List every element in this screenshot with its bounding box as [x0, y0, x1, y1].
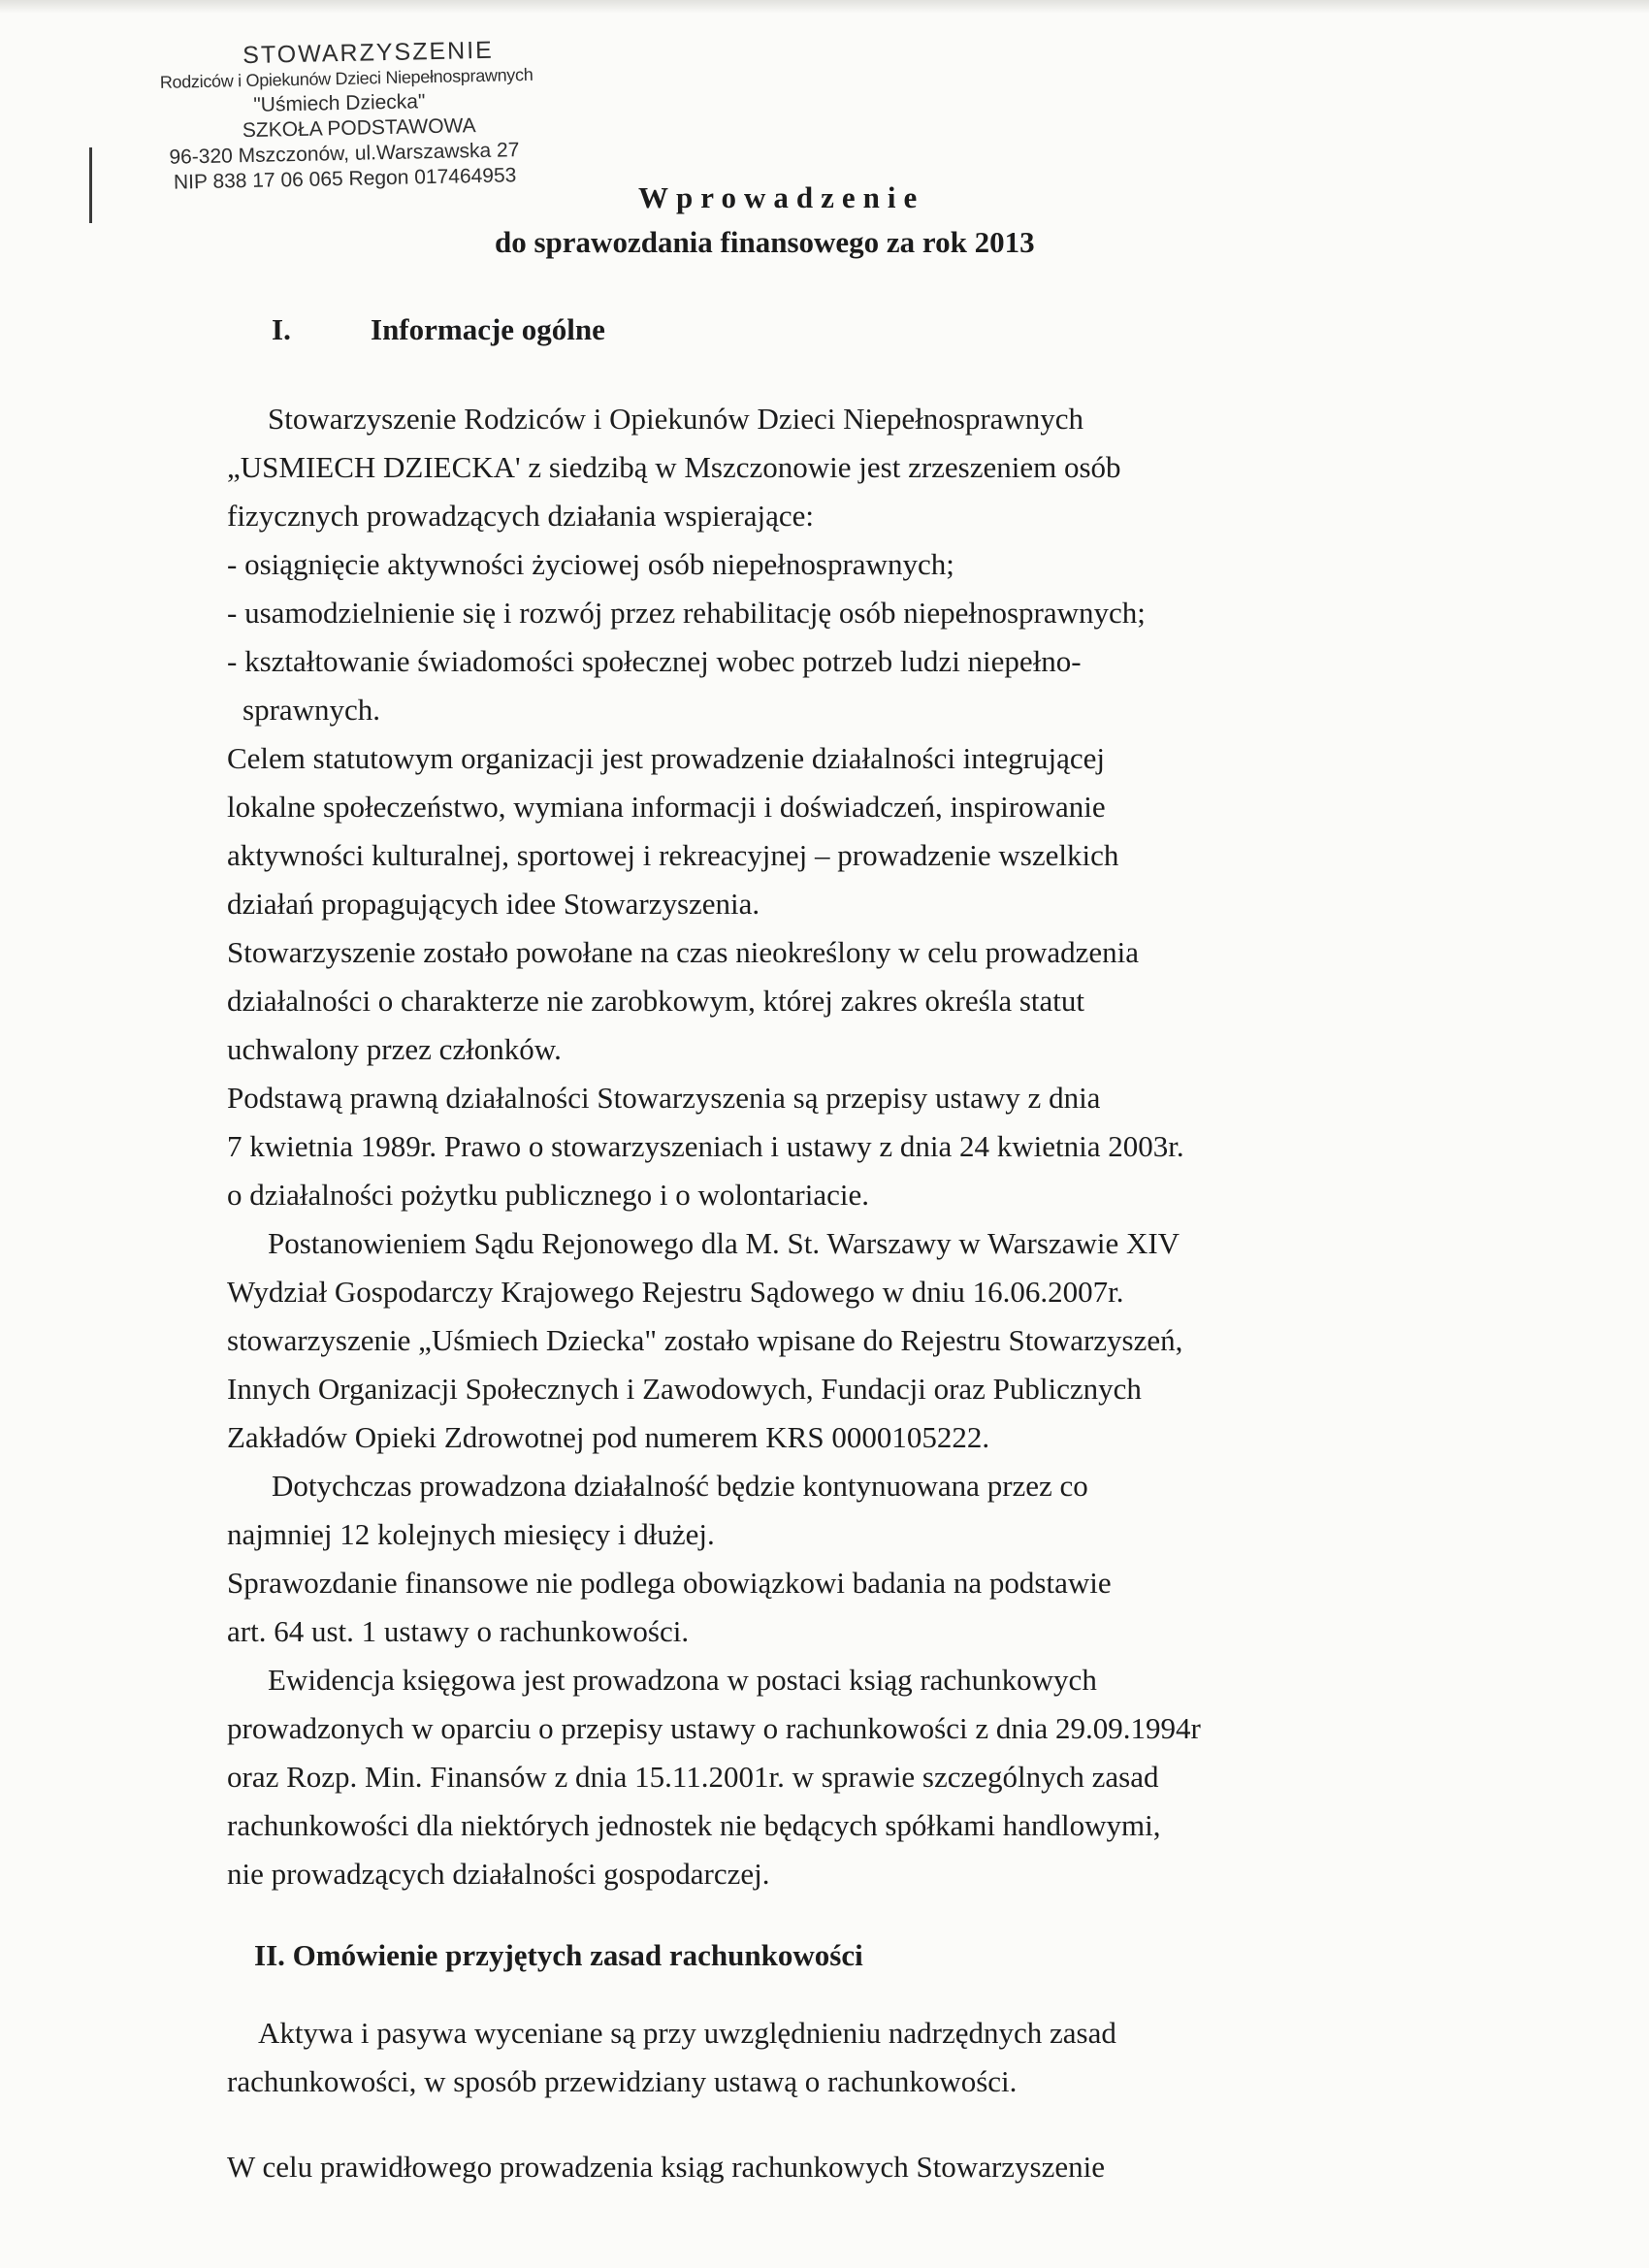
document-subtitle: do sprawozdania finansowego za rok 2013: [495, 225, 1035, 259]
section-1-title: Informacje ogólne: [371, 312, 605, 346]
stamp-line-3: "Uśmiech Dziecka": [253, 90, 426, 116]
stamp-line-6: NIP 838 17 06 065 Regon 017464953: [173, 164, 517, 194]
paragraph-line: Sprawozdanie finansowe nie podlega obowiązkowi badania na podstawie: [227, 1566, 1112, 1600]
paragraph-line: oraz Rozp. Min. Finansów z dnia 15.11.2001r. w sprawie szczególnych zasad: [227, 1760, 1159, 1794]
paragraph-line: Innych Organizacji Społecznych i Zawodowych, Fundacji oraz Publicznych: [227, 1372, 1142, 1406]
paragraph-line: rachunkowości, w sposób przewidziany ustawą o rachunkowości.: [227, 2064, 1018, 2098]
paragraph-line: fizycznych prowadzących działania wspierające:: [227, 499, 815, 533]
paragraph-line: „USMIECH DZIECKA' z siedzibą w Mszczonowie jest zrzeszeniem osób: [227, 450, 1121, 484]
paragraph-line: art. 64 ust. 1 ustawy o rachunkowości.: [227, 1614, 690, 1648]
section-1-heading: [272, 312, 605, 347]
paragraph-line: prowadzonych w oparciu o przepisy ustawy o rachunkowości z dnia 29.09.1994r: [227, 1711, 1201, 1745]
paragraph-line: o działalności pożytku publicznego i o wolontariacie.: [227, 1178, 869, 1212]
paragraph-line: sprawnych.: [242, 693, 381, 727]
stamp-line-2: Rodziców i Opiekunów Dzieci Niepełnosprawnych: [159, 64, 534, 92]
paragraph-line: Wydział Gospodarczy Krajowego Rejestru Sądowego w dniu 16.06.2007r.: [227, 1275, 1124, 1309]
paragraph-line: uchwalony przez członków.: [227, 1032, 562, 1066]
organization-stamp: [155, 35, 604, 196]
scan-edge-shadow: [0, 0, 1649, 14]
paragraph-line: Stowarzyszenie zostało powołane na czas nieokreślony w celu prowadzenia: [227, 935, 1139, 969]
paragraph-line: - osiągnięcie aktywności życiowej osób niepełnosprawnych;: [227, 547, 954, 581]
stamp-line-4: SZKOŁA PODSTAWOWA: [242, 114, 476, 143]
stamp-line-5: 96-320 Mszczonów, ul.Warszawska 27: [169, 139, 520, 169]
margin-mark: [89, 147, 92, 223]
paragraph-line: działań propagujących idee Stowarzyszenia.: [227, 887, 760, 921]
paragraph-line: - usamodzielnienie się i rozwój przez rehabilitację osób niepełnosprawnych;: [227, 596, 1146, 630]
paragraph-line: Celem statutowym organizacji jest prowadzenie działalności integrującej: [227, 741, 1105, 775]
paragraph-line: Aktywa i pasywa wyceniane są przy uwzględnieniu nadrzędnych zasad: [258, 2016, 1116, 2050]
document-title: Wprowadzenie: [638, 180, 925, 214]
paragraph-line: Stowarzyszenie Rodziców i Opiekunów Dzieci Niepełnosprawnych: [268, 402, 1084, 436]
paragraph-line: Podstawą prawną działalności Stowarzyszenia są przepisy ustawy z dnia: [227, 1081, 1101, 1115]
paragraph-line: 7 kwietnia 1989r. Prawo o stowarzyszeniach i ustawy z dnia 24 kwietnia 2003r.: [227, 1129, 1184, 1163]
paragraph-line: - kształtowanie świadomości społecznej wobec potrzeb ludzi niepełno-: [227, 644, 1082, 678]
paragraph-line: W celu prawidłowego prowadzenia ksiąg rachunkowych Stowarzyszenie: [227, 2150, 1105, 2184]
paragraph-line: Dotychczas prowadzona działalność będzie kontynuowana przez co: [272, 1469, 1088, 1503]
paragraph-line: Ewidencja księgowa jest prowadzona w postaci ksiąg rachunkowych: [268, 1663, 1097, 1697]
stamp-line-1: STOWARZYSZENIE: [242, 36, 495, 70]
paragraph-line: Postanowieniem Sądu Rejonowego dla M. St. Warszawy w Warszawie XIV: [268, 1226, 1180, 1260]
paragraph-line: Zakładów Opieki Zdrowotnej pod numerem KRS 0000105222.: [227, 1420, 990, 1454]
section-2-heading: II. Omówienie przyjętych zasad rachunkowości: [254, 1938, 863, 1972]
paragraph-line: aktywności kulturalnej, sportowej i rekreacyjnej – prowadzenie wszelkich: [227, 838, 1119, 872]
paragraph-line: rachunkowości dla niektórych jednostek nie będących spółkami handlowymi,: [227, 1808, 1161, 1842]
paragraph-line: najmniej 12 kolejnych miesięcy i dłużej.: [227, 1517, 715, 1551]
section-1-number: I.: [272, 312, 291, 346]
paragraph-line: działalności o charakterze nie zarobkowym, której zakres określa statut: [227, 984, 1084, 1018]
paragraph-line: lokalne społeczeństwo, wymiana informacji i doświadczeń, inspirowanie: [227, 790, 1106, 824]
paragraph-line: stowarzyszenie „Uśmiech Dziecka" zostało wpisane do Rejestru Stowarzyszeń,: [227, 1323, 1183, 1357]
paragraph-line: nie prowadzących działalności gospodarczej.: [227, 1857, 770, 1891]
